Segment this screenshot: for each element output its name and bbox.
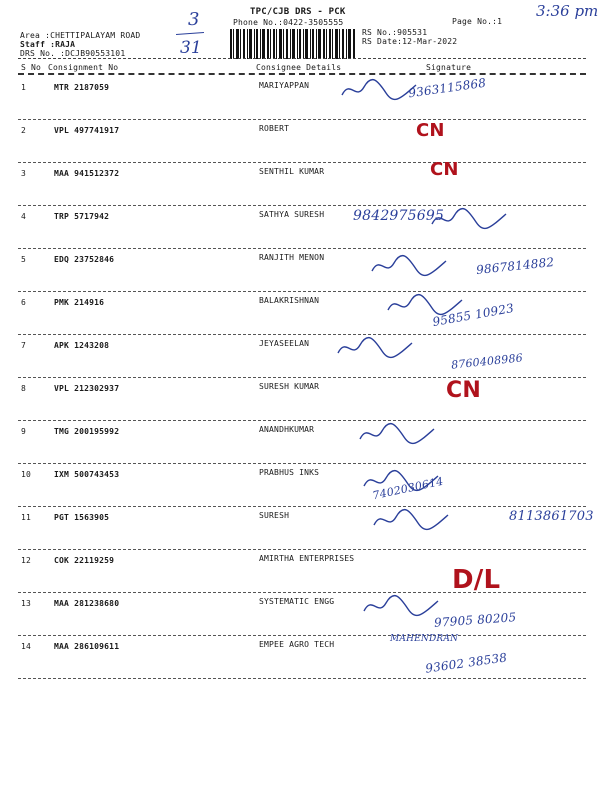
handwritten-count-bottom: 31 [180, 38, 202, 58]
handwritten-count-top: 3 [188, 9, 200, 30]
row-serial-number: 7 [21, 341, 27, 350]
col-sno-header: S No [21, 63, 42, 72]
table-row [0, 636, 600, 679]
row-consignment-number: VPL 497741917 [54, 126, 120, 135]
row-consignment-number: APK 1243208 [54, 341, 110, 350]
row-handwritten-phone: 8760408986 [450, 351, 524, 372]
table-row [0, 550, 600, 593]
row-consignment-number: MAA 281238680 [54, 599, 120, 608]
table-row [0, 378, 600, 421]
header-rule-top [18, 58, 586, 59]
row-consignment-number: TRP 5717942 [54, 212, 110, 221]
row-handwritten-phone: 9842975695 [353, 208, 445, 224]
row-consignment-number: PMK 214916 [54, 298, 105, 307]
table-row [0, 206, 600, 249]
row-consignment-number: EDQ 23752846 [54, 255, 115, 264]
barcode-graphic [230, 29, 355, 59]
row-serial-number: 1 [21, 83, 27, 92]
table-row [0, 335, 600, 378]
row-serial-number: 11 [21, 513, 32, 522]
row-consignment-number: MTR 2187059 [54, 83, 110, 92]
row-consignee-name: SURESH KUMAR [259, 382, 320, 391]
row-serial-number: 8 [21, 384, 27, 393]
table-row [0, 77, 600, 120]
col-consignee-header: Consignee Details [256, 63, 342, 72]
table-row [0, 292, 600, 335]
row-handwritten-status-mark: CN [446, 378, 481, 403]
table-row [0, 565, 600, 636]
header-rule-bottom [18, 73, 586, 75]
row-serial-number: 4 [21, 212, 27, 221]
signature-scribble [370, 253, 450, 279]
row-consignment-number: MAA 286109611 [54, 642, 120, 651]
row-serial-number: 2 [21, 126, 27, 135]
signature-scribble [372, 507, 452, 533]
signature-scribble [340, 77, 420, 103]
staff-label: Staff :RAJA [20, 40, 76, 49]
phone-number: Phone No.:0422-3505555 [233, 18, 344, 27]
signature-scribble [430, 206, 510, 232]
row-serial-number: 10 [21, 470, 32, 479]
row-consignee-name: ANANDHKUMAR [259, 425, 315, 434]
row-consignee-name: SATHYA SURESH [259, 210, 325, 219]
row-handwritten-status-mark: MAHENDRAN [390, 634, 459, 644]
row-handwritten-phone: 97905 80205 [433, 610, 517, 630]
row-consignment-number: COK 22119259 [54, 556, 115, 565]
row-consignment-number: PGT 1563905 [54, 513, 110, 522]
row-serial-number: 6 [21, 298, 27, 307]
row-serial-number: 9 [21, 427, 27, 436]
row-consignment-number: TMG 200195992 [54, 427, 120, 436]
page-number: Page No.:1 [452, 17, 503, 26]
signature-scribble [386, 292, 466, 318]
row-handwritten-status-mark: CN [430, 159, 459, 180]
table-row [0, 120, 600, 163]
row-handwritten-phone: 9363115868 [407, 75, 487, 101]
row-handwritten-phone: 9867814882 [475, 254, 555, 278]
row-consignee-name: MARIYAPPAN [259, 81, 310, 90]
table-row [0, 464, 600, 507]
row-handwritten-phone: 93602 38538 [424, 650, 508, 676]
row-consignee-name: EMPEE AGRO TECH [259, 640, 335, 649]
row-consignment-number: IXM 500743453 [54, 470, 120, 479]
area-label: Area :CHETTIPALAYAM ROAD [20, 31, 141, 40]
row-consignee-name: AMIRTHA ENTERPRISES [259, 554, 355, 563]
signature-scribble [362, 468, 442, 494]
table-row [0, 159, 600, 206]
drs-number: DRS No. :DCJB90553101 [20, 49, 126, 58]
row-handwritten-status-mark: D/L [452, 565, 501, 595]
table-row [0, 249, 600, 292]
row-handwritten-phone: 95855 10923 [431, 300, 515, 330]
handwritten-time-note: 3:36 pm [536, 2, 599, 20]
row-handwritten-phone: 8113861703 [509, 509, 594, 524]
signature-scribble [362, 593, 442, 619]
col-signature-header: Signature [426, 63, 472, 72]
row-serial-number: 3 [21, 169, 27, 178]
row-consignee-name: BALAKRISHNAN [259, 296, 320, 305]
row-serial-number: 5 [21, 255, 27, 264]
row-consignee-name: SYSTEMATIC ENGG [259, 597, 335, 606]
row-consignment-number: MAA 941512372 [54, 169, 120, 178]
signature-scribble [358, 421, 438, 447]
row-handwritten-phone: 7402030614 [371, 474, 445, 503]
handwritten-divider [176, 32, 204, 35]
col-consignment-header: Consignment No [48, 63, 119, 72]
table-row [0, 507, 600, 550]
signature-scribble [336, 335, 416, 361]
row-consignee-name: RANJITH MENON [259, 253, 325, 262]
drs-title: TPC/CJB DRS - PCK [250, 7, 346, 17]
row-consignee-name: SURESH [259, 511, 290, 520]
row-consignee-name: JEYASEELAN [259, 339, 310, 348]
row-serial-number: 14 [21, 642, 32, 651]
row-serial-number: 13 [21, 599, 32, 608]
rs-number: RS No.:905531 [362, 28, 428, 37]
row-consignee-name: SENTHIL KUMAR [259, 167, 325, 176]
row-consignee-name: PRABHUS INKS [259, 468, 320, 477]
row-consignee-name: ROBERT [259, 124, 290, 133]
row-serial-number: 12 [21, 556, 32, 565]
row-separator [18, 678, 586, 679]
rs-date: RS Date:12-Mar-2022 [362, 37, 458, 46]
row-handwritten-status-mark: CN [416, 120, 445, 141]
table-row [0, 421, 600, 464]
row-consignment-number: VPL 212302937 [54, 384, 120, 393]
